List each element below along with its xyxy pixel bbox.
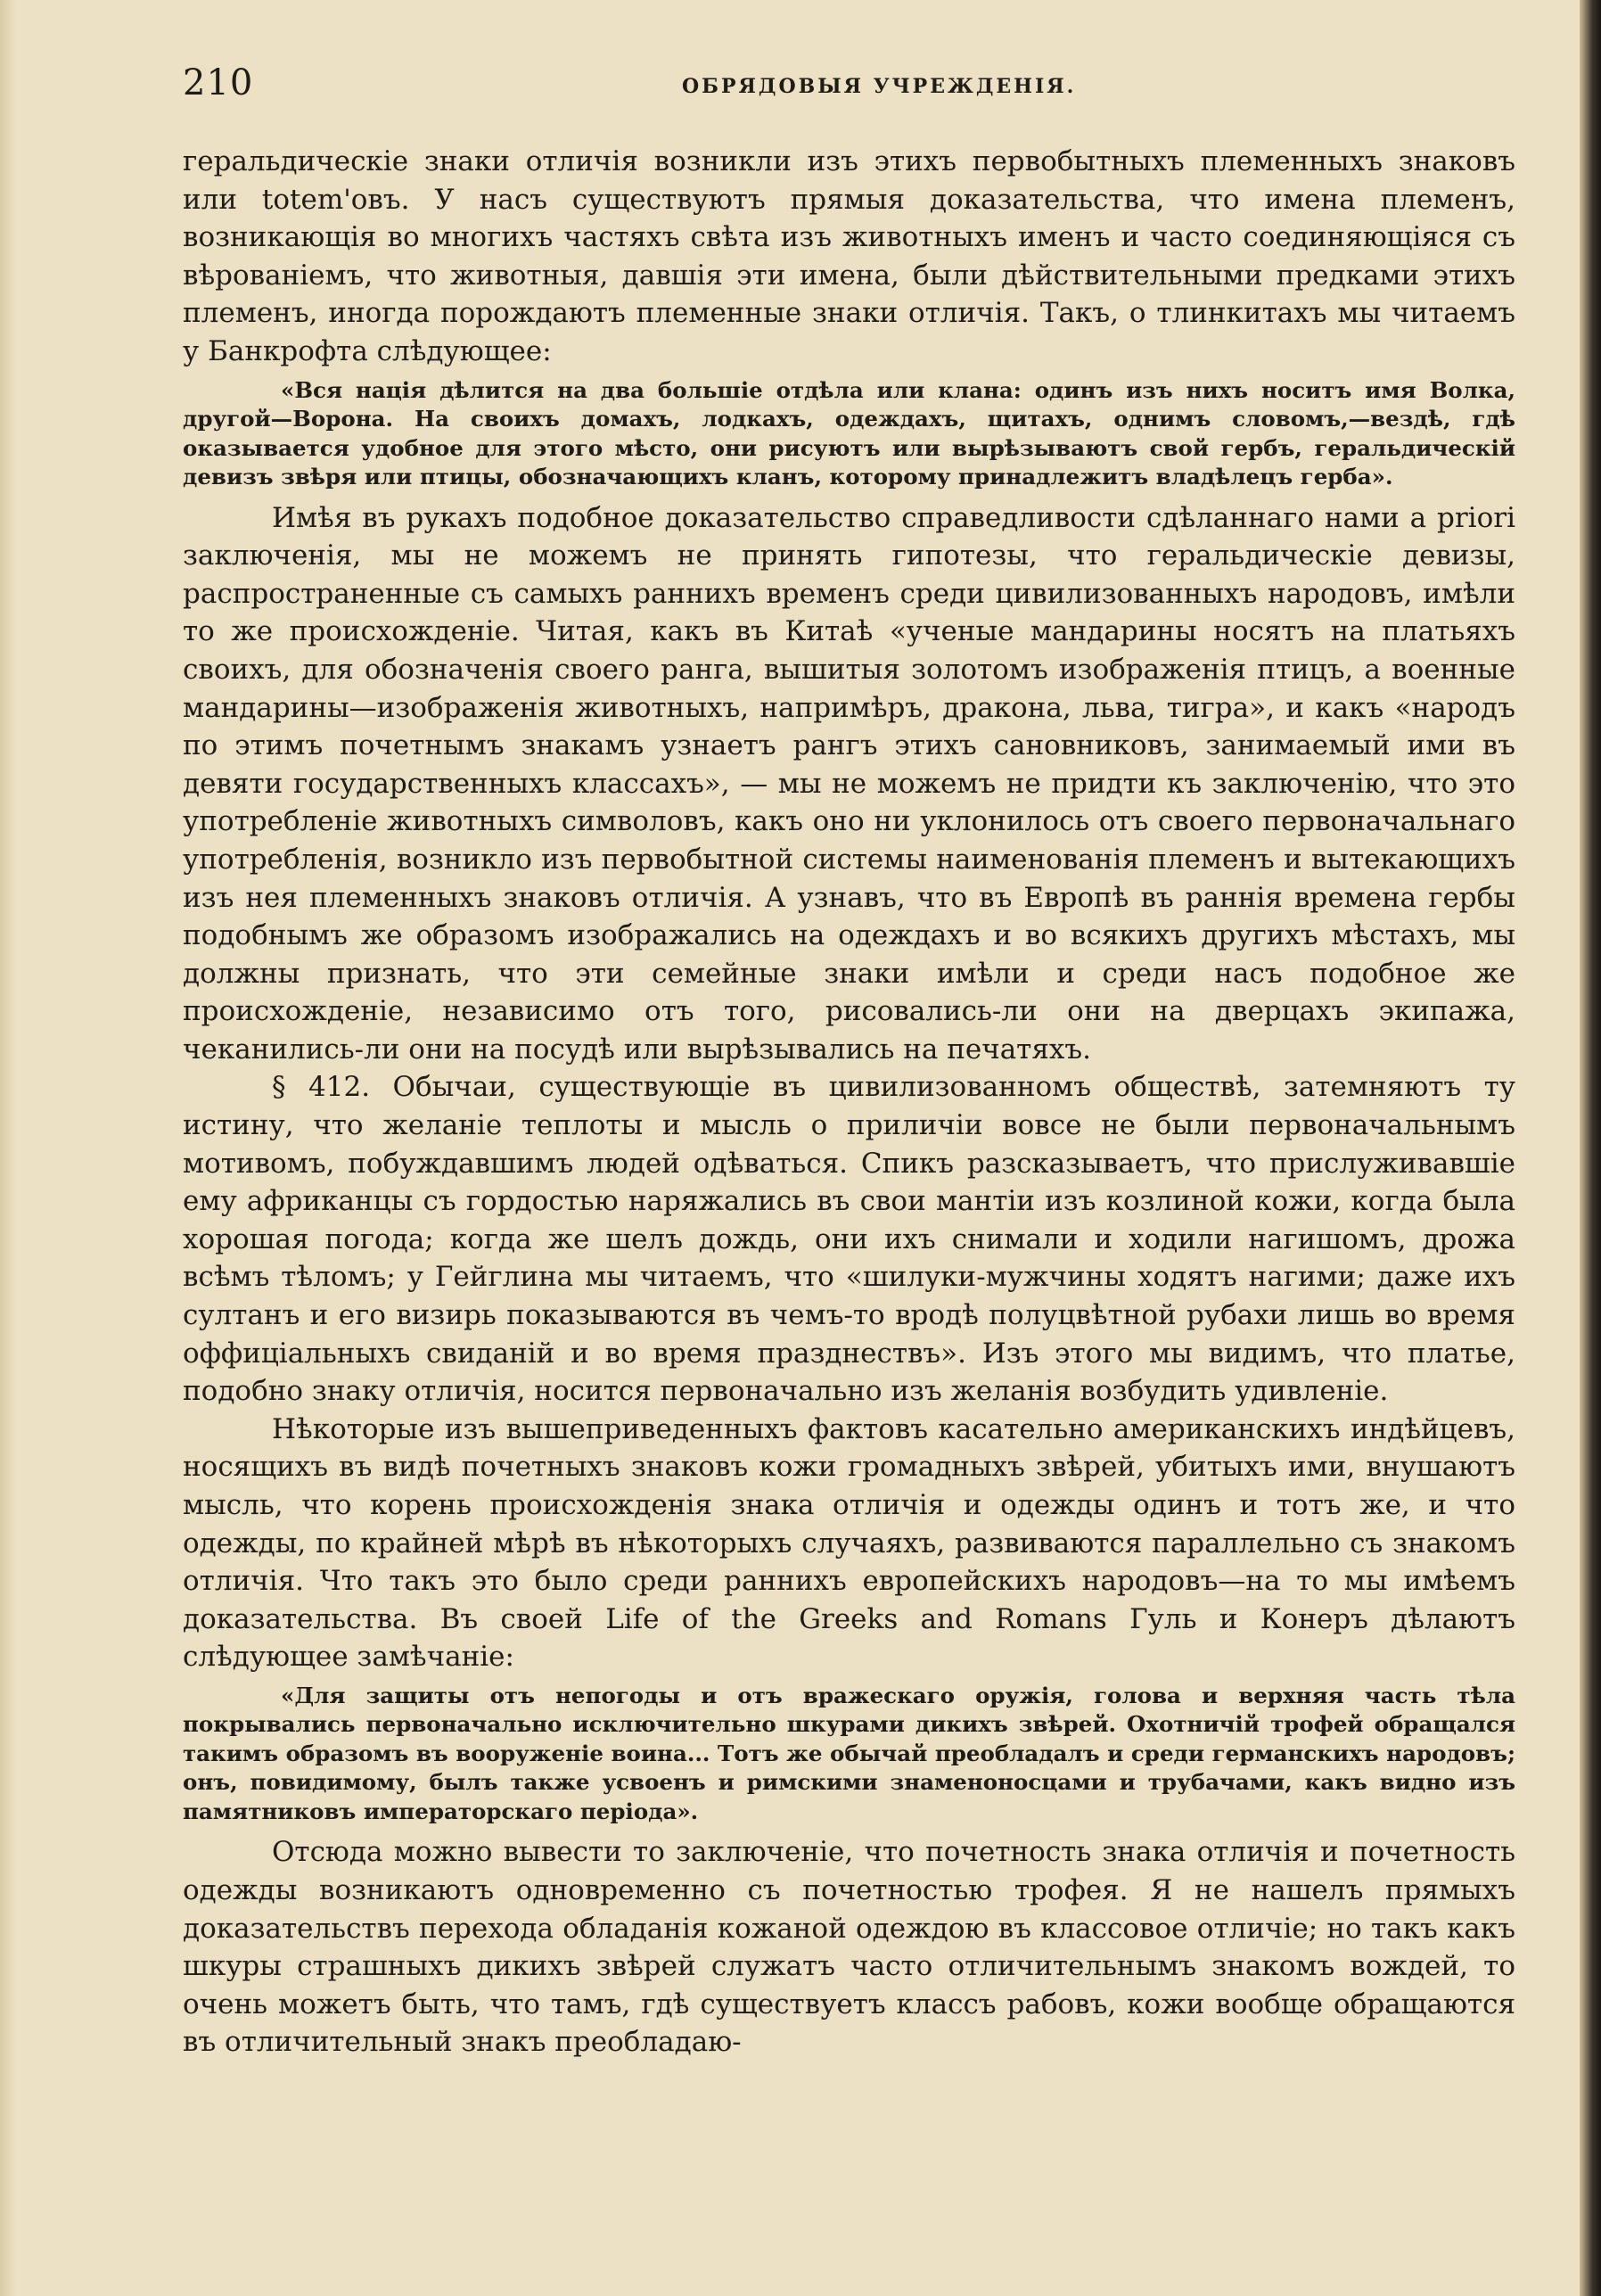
body-text <box>183 143 1515 2061</box>
page-shadow <box>0 0 16 2296</box>
quote-2: «Для защиты отъ непогоды и отъ вражескаго оружія, голова и верхняя часть тѣла покрывались первоначально исключительно шкурами дикихъ звѣрей. Охотничій трофей обращался такимъ образомъ въ вооруженіе воина... Тотъ же обычай преобладалъ и среди германскихъ народовъ; онъ, повидимому, былъ также усвоенъ и римскими знаменоносцами и трубачами, какъ видно изъ памятниковъ императорскаго періода». <box>183 1682 1515 1824</box>
paragraph-2: Имѣя въ рукахъ подобное доказательство справедливости сдѣланнаго нами a priori заключенія, мы не можемъ не принять гипотезы, что геральдическіе девизы, распространенные съ самыхъ раннихъ временъ среди цивилизованныхъ народовъ, имѣли то же происхожденіе. Читая, какъ въ Китаѣ «ученые мандарины носятъ на платьяхъ своихъ, для обозначенія своего ранга, вышитыя золотомъ изображенія птицъ, а военные мандарины—изображенія животныхъ, напримѣръ, дракона, льва, тигра», и какъ «народъ по этимъ почетнымъ знакамъ узнаетъ рангъ этихъ сановниковъ, занимаемый ими въ девяти государственныхъ классахъ», — мы не можемъ не придти къ заключенію, что это употребленіе животныхъ символовъ, какъ оно ни уклонилось отъ своего первоначальнаго употребленія, возникло изъ первобытной системы наименованія племенъ и вытекающихъ изъ нея племенныхъ знаковъ отличія. А узнавъ, что въ Европѣ въ раннія времена гербы подобнымъ же образомъ изображались на одеждахъ и во всякихъ другихъ мѣстахъ, мы должны признать, что эти семейные знаки имѣли и среди насъ подобное же происхожденіе, независимо отъ того, рисовались-ли они на дверцахъ экипажа, чеканились-ли они на посудѣ или вырѣзывались на печатяхъ. <box>183 501 1515 1066</box>
page-header <box>183 62 1475 116</box>
paragraph-5: Отсюда можно вывести то заключеніе, что почетность знака отличія и почетность одежды возникаютъ одновременно съ почетностью трофея. Я не нашелъ прямыхъ доказательствъ перехода обладанія кожаной одеждою въ классовое отличіе; но такъ какъ шкуры страшныхъ дикихъ звѣрей служатъ часто отличительнымъ знакомъ вождей, то очень можетъ быть, что тамъ, гдѣ существуетъ классъ рабовъ, кожи вообще обращаются въ отличительный знакъ преобладаю- <box>183 1836 1515 2059</box>
page-number: 210 <box>183 62 254 103</box>
page-edge <box>1580 0 1601 2296</box>
running-title: ОБРЯДОВЫЯ УЧРЕЖДЕНІЯ. <box>682 75 1077 98</box>
paragraph-3: § 412. Обычаи, существующіе въ цивилизованномъ обществѣ, затемняютъ ту истину, что желаніе теплоты и мысль о приличіи вовсе не были первоначальнымъ мотивомъ, побуждавшимъ людей одѣваться. Спикъ разсказываетъ, что прислуживавшіе ему африканцы съ гордостью наряжались въ свои мантіи изъ козлиной кожи, когда была хорошая погода; когда же шелъ дождь, они ихъ снимали и ходили нагишомъ, дрожа всѣмъ тѣломъ; у Гейглина мы читаемъ, что «шилуки-мужчины ходятъ нагими; даже ихъ султанъ и его визирь показываются въ чемъ-то вродѣ полуцвѣтной рубахи лишь во время оффиціальныхъ свиданій и во время празднествъ». Изъ этого мы видимъ, что платье, подобно знаку отличія, носится первоначально изъ желанія возбудить удивленіе. <box>183 1071 1515 1408</box>
paragraph-4: Нѣкоторые изъ вышеприведенныхъ фактовъ касательно американскихъ индѣйцевъ, носящихъ въ видѣ почетныхъ знаковъ кожи громадныхъ звѣрей, убитыхъ ими, внушаютъ мысль, что корень происхожденія знака отличія и одежды одинъ и тотъ же, и что одежды, по крайней мѣрѣ въ нѣкоторыхъ случаяхъ, развиваются параллельно съ знакомъ отличія. Что такъ это было среди раннихъ европейскихъ народовъ—на то мы имѣемъ доказательства. Въ своей Life of the Greeks and Romans Гуль и Конеръ дѣлаютъ слѣдующее замѣчаніе: <box>183 1412 1515 1674</box>
quote-1: «Вся нація дѣлится на два большіе отдѣла или клана: одинъ изъ нихъ носитъ имя Волка, другой—Ворона. На своихъ домахъ, лодкахъ, одеждахъ, щитахъ, однимъ словомъ,—вездѣ, гдѣ оказывается удобное для этого мѣсто, они рисуютъ или вырѣзываютъ свой гербъ, геральдическій девизъ звѣря или птицы, обозначающихъ кланъ, которому принадлежитъ владѣлецъ герба». <box>183 376 1515 490</box>
paragraph-1: геральдическіе знаки отличія возникли изъ этихъ первобытныхъ племенныхъ знаковъ или totem'овъ. У насъ существуютъ прямыя доказательства, что имена племенъ, возникающія во многихъ частяхъ свѣта изъ животныхъ именъ и часто соединяющіяся съ вѣрованіемъ, что животныя, давшія эти имена, были дѣйствительными предками этихъ племенъ, иногда порождаютъ племенные знаки отличія. Такъ, о тлинкитахъ мы читаемъ у Банкрофта слѣдующее: <box>183 145 1515 367</box>
